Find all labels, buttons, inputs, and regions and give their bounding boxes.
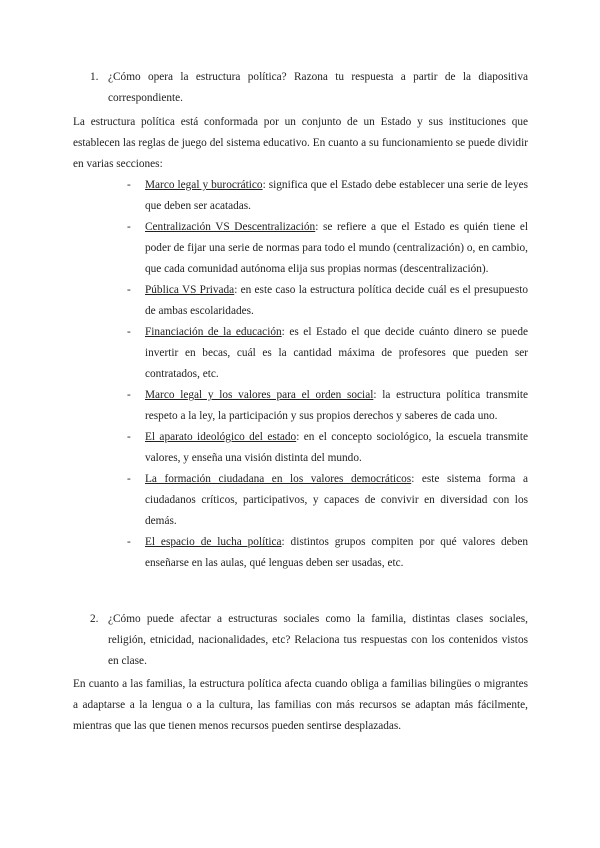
item-term: El espacio de lucha política — [145, 536, 282, 548]
question-2-number: 2. — [90, 613, 99, 625]
question-2-answer: En cuanto a las familias, la estructura política afecta cuando obliga a familias bilingües o migrantes a adaptarse a la lengua o a la cultura, las familias con más recursos se adaptan más fácilmente, mientras que las que tienen menos recursos pueden sentirse desplazadas. — [73, 678, 528, 732]
item-term: Marco legal y burocrático — [145, 179, 263, 191]
list-item: - Financiación de la educación: es el Estado el que decide cuánto dinero se puede invertir en becas, cuál es la cantidad máxima de profesores que pueden ser contratados, etc. — [127, 326, 528, 380]
list-item: - Pública VS Privada: en este caso la estructura política decide cuál es el presupuesto de ambas escolaridades. — [127, 284, 528, 317]
item-text: : se refiere a que el Estado es quién tiene el poder de fijar una serie de normas para todo el mundo (centralización) o, en cambio, que cada comunidad autónoma elija sus propias normas (descentralización). — [145, 221, 528, 275]
list-item: - Marco legal y burocrático: significa que el Estado debe establecer una serie de leyes que deben ser acatadas. — [127, 179, 528, 212]
question-1-intro: La estructura política está conformada por un conjunto de un Estado y sus instituciones que establecen las reglas de juego del sistema educativo. En cuanto a su funcionamiento se puede dividir en varias secciones: — [73, 116, 528, 170]
question-2-text: ¿Cómo puede afectar a estructuras sociales como la familia, distintas clases sociales, religión, etnicidad, nacionalidades, etc? Relaciona tus respuestas con los contenidos vistos en clase. — [108, 613, 528, 667]
sections-list — [127, 175, 529, 574]
item-text: : es el Estado el que decide cuánto dinero se puede invertir en becas, cuál es la cantidad máxima de profesores que pueden ser contratados, etc. — [145, 326, 528, 380]
list-item: - Marco legal y los valores para el orden social: la estructura política transmite respeto a la ley, la participación y sus propios derechos y saberes de cada uno. — [127, 389, 529, 422]
item-term: La formación ciudadana en los valores democráticos — [145, 473, 412, 485]
list-item: - La formación ciudadana en los valores democráticos: este sistema forma a ciudadanos críticos, participativos, y capaces de convivir en diversidad con los demás. — [127, 473, 529, 527]
item-text: : en el concepto sociológico, la escuela transmite valores, y enseña una visión distinta del mundo. — [145, 431, 528, 464]
question-1-number: 1. — [90, 71, 99, 83]
item-text: : la estructura política transmite respeto a la ley, la participación y sus propios derechos y saberes de cada uno. — [145, 389, 529, 422]
item-term: El aparato ideológico del estado — [145, 431, 297, 443]
item-text: : en este caso la estructura política decide cuál es el presupuesto de ambas escolaridades. — [145, 284, 528, 317]
list-item: - Centralización VS Descentralización: se refiere a que el Estado es quién tiene el poder de fijar una serie de normas para todo el mundo (centralización) o, en cambio, que cada comunidad autónoma elija sus propias normas (descentralización). — [127, 221, 528, 275]
item-text: : significa que el Estado debe establecer una serie de leyes que deben ser acatadas. — [145, 179, 528, 212]
item-term: Centralización VS Descentralización — [145, 221, 316, 233]
list-item: - El aparato ideológico del estado: en el concepto sociológico, la escuela transmite valores, y enseña una visión distinta del mundo. — [127, 431, 528, 464]
item-text: : este sistema forma a ciudadanos críticos, participativos, y capaces de convivir en diversidad con los demás. — [145, 473, 529, 527]
item-term: Financiación de la educación — [145, 326, 282, 338]
list-item: - El espacio de lucha política: distintos grupos compiten por qué valores deben enseñarse en las aulas, qué lenguas deben ser usadas, etc. — [127, 536, 528, 569]
item-text: : distintos grupos compiten por qué valores deben enseñarse en las aulas, qué lenguas deben ser usadas, etc. — [145, 536, 528, 569]
item-term: Pública VS Privada — [145, 284, 235, 296]
question-1-text: ¿Cómo opera la estructura política? Razona tu respuesta a partir de la diapositiva correspondiente. — [108, 71, 528, 104]
item-term: Marco legal y los valores para el orden social — [145, 389, 374, 401]
